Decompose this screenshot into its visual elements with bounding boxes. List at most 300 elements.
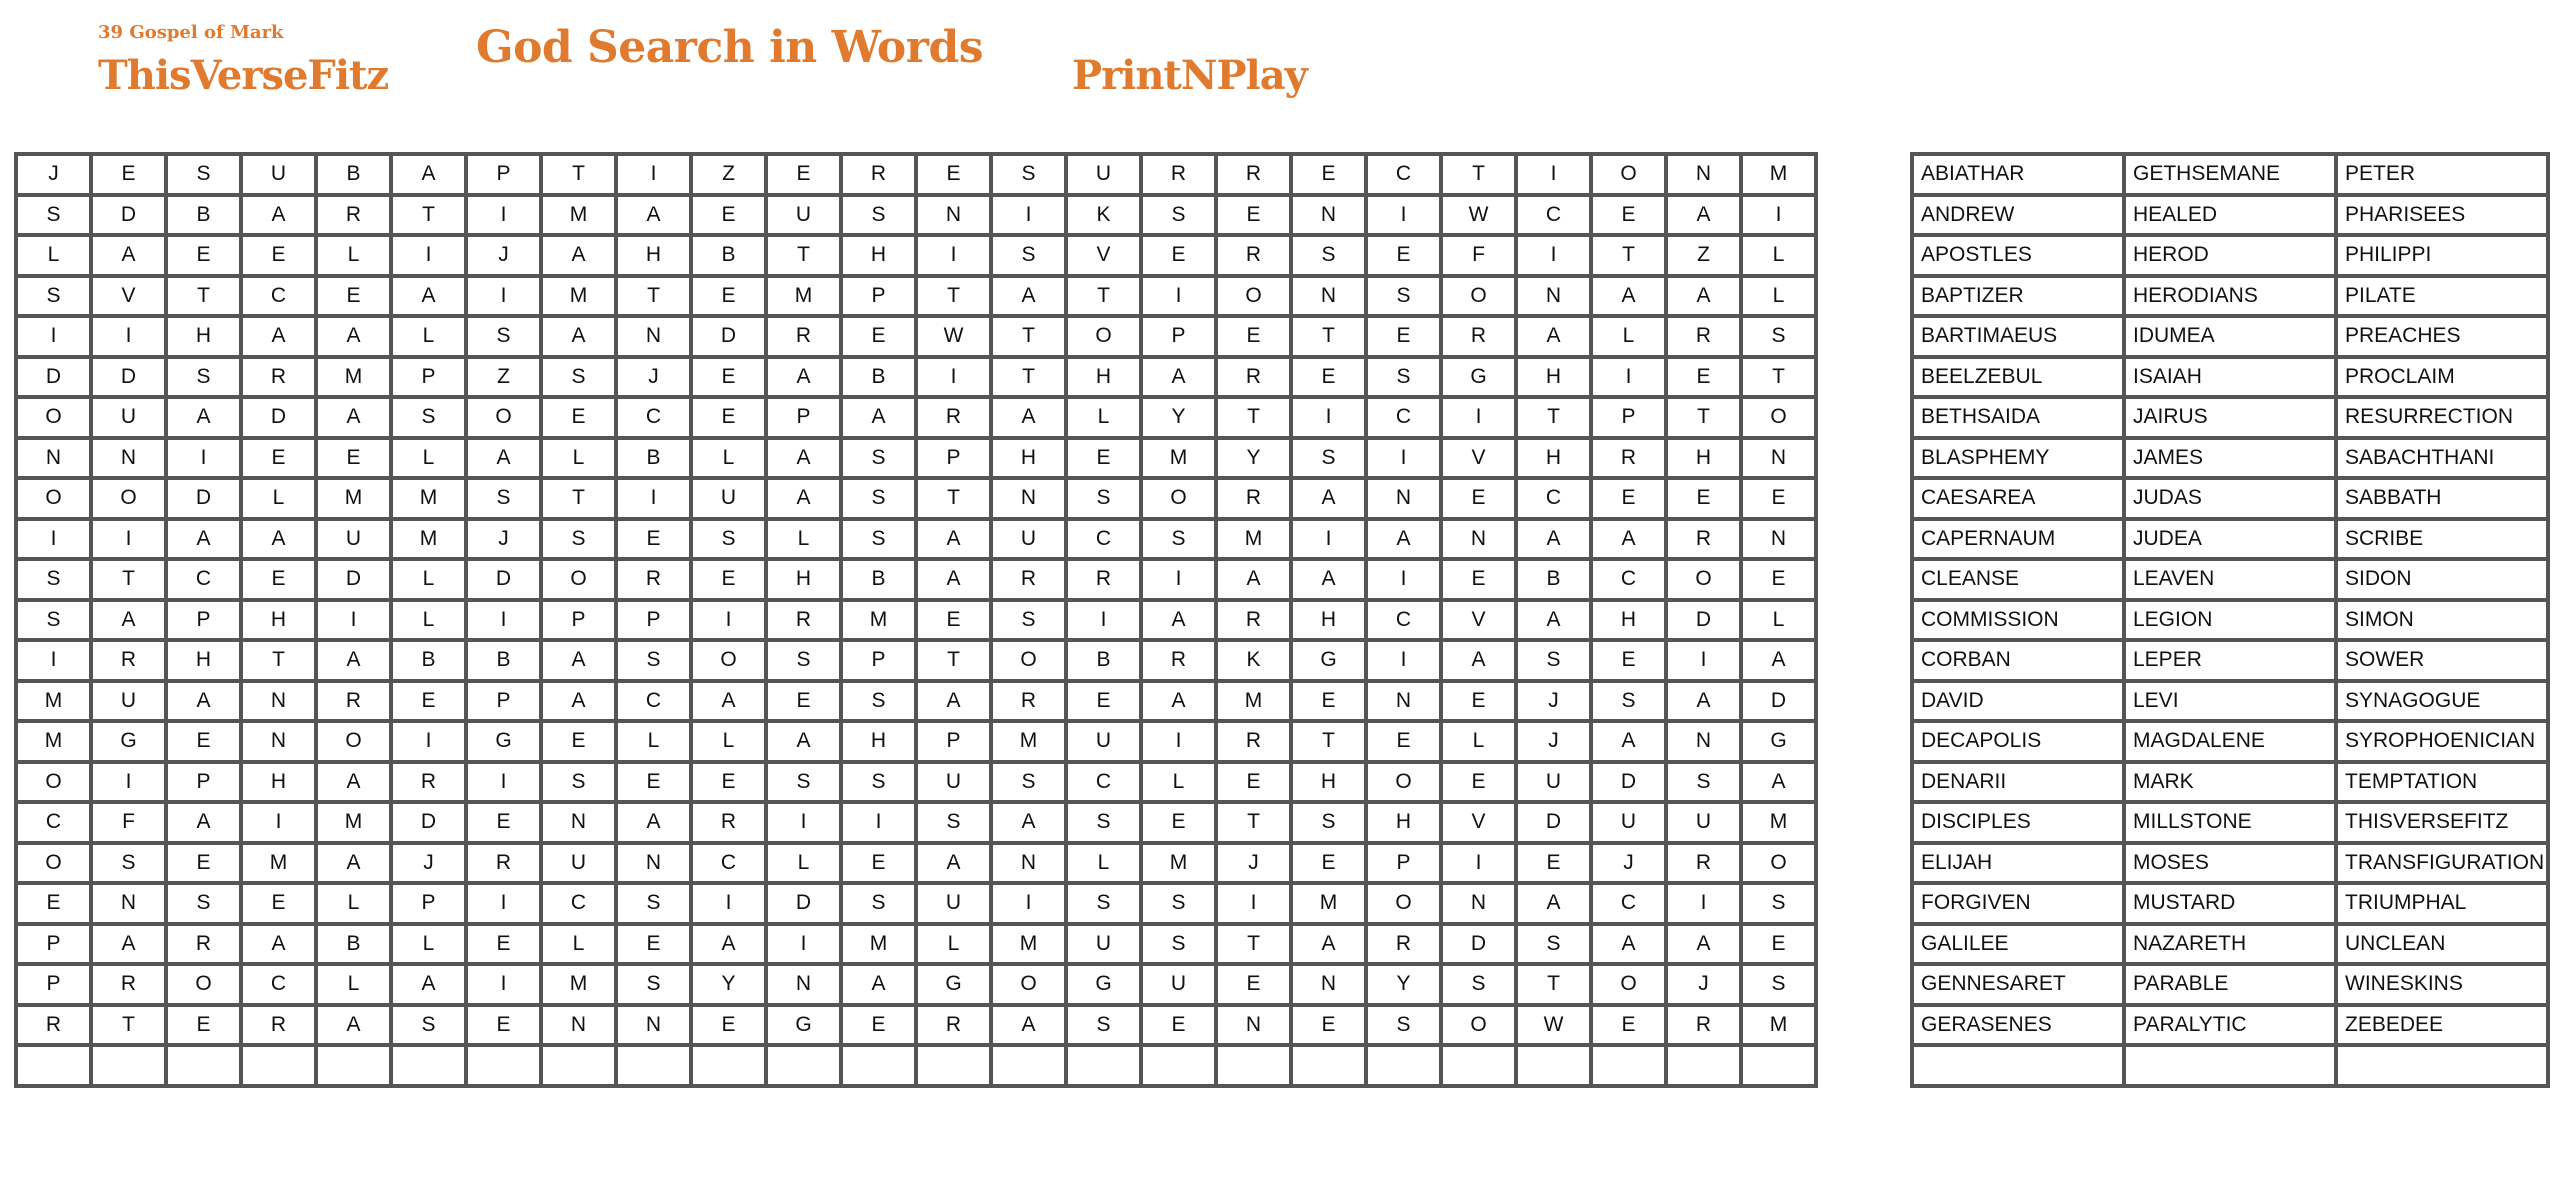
grid-cell: T <box>916 640 991 681</box>
grid-cell: S <box>91 843 166 884</box>
grid-cell: L <box>391 600 466 641</box>
grid-cell: N <box>1441 519 1516 560</box>
grid-cell: T <box>1216 802 1291 843</box>
grid-cell: S <box>1741 964 1816 1005</box>
grid-cell: T <box>1516 397 1591 438</box>
grid-cell: H <box>1516 357 1591 398</box>
word-cell: ABIATHAR <box>1912 154 2124 195</box>
grid-cell: R <box>1441 316 1516 357</box>
grid-cell: I <box>16 316 91 357</box>
grid-row <box>16 195 1816 236</box>
grid-cell: S <box>841 762 916 803</box>
grid-cell: C <box>616 397 691 438</box>
grid-cell: Y <box>1216 438 1291 479</box>
grid-cell: A <box>91 600 166 641</box>
grid-cell: M <box>991 721 1066 762</box>
grid-cell: A <box>1666 195 1741 236</box>
grid-cell: H <box>1591 600 1666 641</box>
grid-cell: I <box>1291 519 1366 560</box>
grid-cell <box>391 1045 466 1086</box>
grid-cell: R <box>916 1005 991 1046</box>
grid-cell: E <box>616 519 691 560</box>
grid-row <box>16 883 1816 924</box>
grid-cell: S <box>1666 762 1741 803</box>
grid-cell: O <box>1741 397 1816 438</box>
grid-cell: N <box>541 1005 616 1046</box>
grid-cell: S <box>766 762 841 803</box>
grid-cell: T <box>1441 154 1516 195</box>
grid-cell: I <box>16 519 91 560</box>
grid-cell: E <box>1216 964 1291 1005</box>
grid-cell: P <box>1141 316 1216 357</box>
grid-cell: P <box>766 397 841 438</box>
grid-cell <box>466 1045 541 1086</box>
word-cell: DISCIPLES <box>1912 802 2124 843</box>
grid-cell: N <box>916 195 991 236</box>
grid-cell <box>541 1045 616 1086</box>
grid-cell: N <box>616 1005 691 1046</box>
grid-cell: I <box>1366 559 1441 600</box>
grid-cell <box>16 1045 91 1086</box>
grid-cell: S <box>991 154 1066 195</box>
grid-cell: E <box>1516 843 1591 884</box>
grid-cell: L <box>391 316 466 357</box>
grid-cell: S <box>16 600 91 641</box>
grid-cell: E <box>1141 235 1216 276</box>
grid-cell: A <box>1216 559 1291 600</box>
grid-cell: A <box>766 478 841 519</box>
grid-cell: O <box>1141 478 1216 519</box>
grid-cell: V <box>1066 235 1141 276</box>
word-cell: THISVERSEFITZ <box>2336 802 2548 843</box>
grid-cell: R <box>1216 357 1291 398</box>
grid-cell: Y <box>1366 964 1441 1005</box>
word-cell: SIMON <box>2336 600 2548 641</box>
grid-cell: N <box>1366 478 1441 519</box>
grid-cell: N <box>1741 519 1816 560</box>
grid-cell: E <box>691 762 766 803</box>
grid-cell <box>1516 1045 1591 1086</box>
grid-cell: D <box>16 357 91 398</box>
grid-cell: A <box>391 964 466 1005</box>
grid-cell: E <box>1591 478 1666 519</box>
grid-cell: L <box>1741 600 1816 641</box>
grid-cell: N <box>241 721 316 762</box>
grid-cell: J <box>391 843 466 884</box>
grid-row <box>16 681 1816 722</box>
word-cell: APOSTLES <box>1912 235 2124 276</box>
grid-cell: O <box>1216 276 1291 317</box>
grid-cell: E <box>691 1005 766 1046</box>
grid-cell: I <box>391 235 466 276</box>
grid-cell: D <box>766 883 841 924</box>
grid-cell: R <box>1216 235 1291 276</box>
grid-cell: T <box>541 478 616 519</box>
word-cell <box>2124 1045 2336 1086</box>
grid-cell: R <box>91 640 166 681</box>
grid-cell: I <box>316 600 391 641</box>
grid-cell: E <box>916 154 991 195</box>
grid-cell: E <box>841 1005 916 1046</box>
word-cell: ISAIAH <box>2124 357 2336 398</box>
grid-cell: M <box>991 924 1066 965</box>
grid-cell: E <box>1441 762 1516 803</box>
puzzle-subtitle: 39 Gospel of Mark <box>98 22 284 43</box>
grid-cell: L <box>391 559 466 600</box>
word-cell: BLASPHEMY <box>1912 438 2124 479</box>
grid-cell: A <box>1591 519 1666 560</box>
grid-cell: M <box>541 195 616 236</box>
grid-cell: O <box>991 640 1066 681</box>
grid-cell: S <box>1066 1005 1141 1046</box>
grid-cell <box>766 1045 841 1086</box>
grid-cell: E <box>841 316 916 357</box>
grid-cell: R <box>316 681 391 722</box>
grid-cell: A <box>766 357 841 398</box>
grid-row <box>16 357 1816 398</box>
grid-cell: C <box>241 276 316 317</box>
grid-cell: T <box>991 357 1066 398</box>
grid-cell: K <box>1066 195 1141 236</box>
grid-cell: I <box>691 600 766 641</box>
word-row <box>1912 559 2548 600</box>
grid-cell: M <box>316 802 391 843</box>
grid-cell: S <box>991 235 1066 276</box>
grid-cell: T <box>1066 276 1141 317</box>
grid-cell: R <box>241 357 316 398</box>
word-cell: HEROD <box>2124 235 2336 276</box>
grid-cell: L <box>916 924 991 965</box>
grid-cell: B <box>466 640 541 681</box>
grid-cell: A <box>1591 924 1666 965</box>
grid-cell: O <box>991 964 1066 1005</box>
word-cell: PHARISEES <box>2336 195 2548 236</box>
grid-cell: I <box>991 883 1066 924</box>
grid-cell: N <box>91 438 166 479</box>
grid-cell: M <box>316 357 391 398</box>
grid-cell <box>316 1045 391 1086</box>
grid-cell: O <box>1366 762 1441 803</box>
word-row <box>1912 1045 2548 1086</box>
grid-cell: R <box>1216 721 1291 762</box>
grid-cell: N <box>1666 721 1741 762</box>
grid-cell: R <box>1666 519 1741 560</box>
grid-cell: P <box>466 681 541 722</box>
grid-cell: L <box>691 438 766 479</box>
grid-cell: A <box>1516 600 1591 641</box>
word-cell: ZEBEDEE <box>2336 1005 2548 1046</box>
grid-cell: M <box>841 600 916 641</box>
grid-cell: N <box>1441 883 1516 924</box>
word-cell <box>2336 1045 2548 1086</box>
grid-cell: I <box>1666 640 1741 681</box>
grid-cell: C <box>691 843 766 884</box>
grid-cell: U <box>541 843 616 884</box>
grid-cell: A <box>841 397 916 438</box>
grid-cell: T <box>391 195 466 236</box>
grid-cell: E <box>466 1005 541 1046</box>
grid-cell: R <box>1666 843 1741 884</box>
grid-row <box>16 276 1816 317</box>
grid-cell: A <box>991 1005 1066 1046</box>
grid-cell: E <box>91 154 166 195</box>
grid-cell: C <box>1366 154 1441 195</box>
grid-cell: S <box>841 883 916 924</box>
grid-cell: G <box>1291 640 1366 681</box>
grid-cell: B <box>616 438 691 479</box>
word-row <box>1912 316 2548 357</box>
grid-cell: G <box>466 721 541 762</box>
grid-cell: M <box>1141 438 1216 479</box>
grid-cell: A <box>916 843 991 884</box>
grid-cell: C <box>616 681 691 722</box>
grid-cell: S <box>541 357 616 398</box>
grid-cell: S <box>1291 802 1366 843</box>
brand-title: ThisVerseFitz <box>98 52 389 99</box>
word-list <box>1910 152 2550 1088</box>
grid-cell: S <box>1141 195 1216 236</box>
grid-cell: S <box>841 438 916 479</box>
grid-cell: D <box>1441 924 1516 965</box>
grid-cell: L <box>541 438 616 479</box>
grid-cell: U <box>991 519 1066 560</box>
grid-cell: I <box>1366 438 1441 479</box>
grid-cell: B <box>166 195 241 236</box>
word-cell: CORBAN <box>1912 640 2124 681</box>
grid-cell: W <box>1441 195 1516 236</box>
grid-cell: O <box>316 721 391 762</box>
grid-cell: I <box>391 721 466 762</box>
grid-cell: R <box>1066 559 1141 600</box>
word-cell <box>1912 1045 2124 1086</box>
grid-cell: E <box>466 924 541 965</box>
grid-cell: P <box>616 600 691 641</box>
grid-cell: H <box>241 762 316 803</box>
grid-cell: P <box>16 964 91 1005</box>
grid-cell: E <box>1441 478 1516 519</box>
grid-cell: B <box>316 154 391 195</box>
grid-row <box>16 924 1816 965</box>
grid-cell: U <box>916 883 991 924</box>
word-row <box>1912 357 2548 398</box>
grid-row <box>16 721 1816 762</box>
grid-cell: P <box>1591 397 1666 438</box>
grid-cell <box>1141 1045 1216 1086</box>
grid-cell: T <box>91 559 166 600</box>
grid-cell: C <box>1366 600 1441 641</box>
grid-cell: E <box>1666 357 1741 398</box>
word-row <box>1912 397 2548 438</box>
grid-cell: E <box>1591 1005 1666 1046</box>
grid-cell: S <box>1141 924 1216 965</box>
grid-cell: E <box>1366 721 1441 762</box>
grid-cell: P <box>1366 843 1441 884</box>
grid-cell: R <box>991 681 1066 722</box>
grid-cell: C <box>1066 519 1141 560</box>
grid-cell: E <box>616 762 691 803</box>
word-cell: BETHSAIDA <box>1912 397 2124 438</box>
grid-cell: M <box>1216 519 1291 560</box>
word-row <box>1912 681 2548 722</box>
grid-cell: E <box>241 235 316 276</box>
grid-cell: R <box>1141 154 1216 195</box>
grid-cell: P <box>841 276 916 317</box>
grid-cell: A <box>316 397 391 438</box>
grid-cell: C <box>1591 883 1666 924</box>
grid-cell: I <box>1591 357 1666 398</box>
grid-cell: S <box>841 195 916 236</box>
grid-cell: L <box>316 235 391 276</box>
word-cell: CLEANSE <box>1912 559 2124 600</box>
grid-cell: M <box>16 721 91 762</box>
word-cell: CAPERNAUM <box>1912 519 2124 560</box>
grid-cell: A <box>166 681 241 722</box>
grid-cell: N <box>1291 195 1366 236</box>
grid-cell: U <box>1066 721 1141 762</box>
grid-cell: M <box>1291 883 1366 924</box>
grid-cell: A <box>541 235 616 276</box>
grid-cell: O <box>16 762 91 803</box>
grid-cell: L <box>1066 397 1141 438</box>
grid-cell: E <box>1291 154 1366 195</box>
grid-cell: I <box>466 276 541 317</box>
grid-cell: D <box>241 397 316 438</box>
grid-cell: S <box>466 478 541 519</box>
grid-cell: U <box>241 154 316 195</box>
word-cell: SYROPHOENICIAN <box>2336 721 2548 762</box>
grid-cell: O <box>691 640 766 681</box>
grid-cell: H <box>841 235 916 276</box>
word-cell: MOSES <box>2124 843 2336 884</box>
grid-cell: T <box>1291 316 1366 357</box>
word-cell: HEALED <box>2124 195 2336 236</box>
grid-cell: N <box>541 802 616 843</box>
grid-row <box>16 843 1816 884</box>
grid-cell: S <box>991 762 1066 803</box>
grid-cell <box>691 1045 766 1086</box>
grid-cell: H <box>991 438 1066 479</box>
grid-cell: T <box>541 154 616 195</box>
grid-cell: Z <box>1666 235 1741 276</box>
grid-cell: S <box>1516 640 1591 681</box>
grid-cell: R <box>841 154 916 195</box>
grid-cell: N <box>616 843 691 884</box>
word-row <box>1912 1005 2548 1046</box>
grid-cell: N <box>1516 276 1591 317</box>
grid-cell: S <box>616 964 691 1005</box>
word-cell: MAGDALENE <box>2124 721 2336 762</box>
grid-cell: M <box>241 843 316 884</box>
grid-cell: D <box>1666 600 1741 641</box>
grid-cell: I <box>241 802 316 843</box>
grid-cell: H <box>841 721 916 762</box>
word-cell: SCRIBE <box>2336 519 2548 560</box>
grid-cell: A <box>1666 681 1741 722</box>
grid-cell: L <box>541 924 616 965</box>
grid-cell: L <box>616 721 691 762</box>
grid-cell: C <box>241 964 316 1005</box>
grid-cell: E <box>241 883 316 924</box>
grid-cell: A <box>316 640 391 681</box>
grid-cell: A <box>691 681 766 722</box>
word-cell: NAZARETH <box>2124 924 2336 965</box>
grid-cell: W <box>1516 1005 1591 1046</box>
grid-cell: A <box>1666 276 1741 317</box>
grid-cell: L <box>16 235 91 276</box>
grid-cell: I <box>1516 154 1591 195</box>
grid-cell: N <box>91 883 166 924</box>
word-cell: GENNESARET <box>1912 964 2124 1005</box>
grid-cell: B <box>1066 640 1141 681</box>
grid-cell: I <box>166 438 241 479</box>
grid-cell: A <box>241 519 316 560</box>
word-cell: HERODIANS <box>2124 276 2336 317</box>
grid-cell: J <box>466 235 541 276</box>
grid-cell <box>91 1045 166 1086</box>
grid-cell: S <box>1441 964 1516 1005</box>
grid-cell: I <box>16 640 91 681</box>
grid-cell <box>1591 1045 1666 1086</box>
grid-cell: E <box>1216 195 1291 236</box>
grid-cell <box>1216 1045 1291 1086</box>
grid-cell: I <box>991 195 1066 236</box>
grid-cell: P <box>541 600 616 641</box>
word-cell: BARTIMAEUS <box>1912 316 2124 357</box>
word-cell: MARK <box>2124 762 2336 803</box>
grid-cell: A <box>391 154 466 195</box>
grid-cell <box>1291 1045 1366 1086</box>
grid-cell: I <box>841 802 916 843</box>
word-cell: FORGIVEN <box>1912 883 2124 924</box>
word-cell: SIDON <box>2336 559 2548 600</box>
grid-cell: O <box>541 559 616 600</box>
grid-cell: A <box>1291 478 1366 519</box>
grid-cell: O <box>1741 843 1816 884</box>
word-row <box>1912 640 2548 681</box>
grid-cell: S <box>1516 924 1591 965</box>
grid-cell: D <box>166 478 241 519</box>
grid-row <box>16 802 1816 843</box>
grid-cell: C <box>1591 559 1666 600</box>
word-row <box>1912 478 2548 519</box>
grid-cell: T <box>241 640 316 681</box>
grid-cell: P <box>391 883 466 924</box>
grid-cell: S <box>166 883 241 924</box>
grid-cell: I <box>1066 600 1141 641</box>
grid-cell: N <box>1741 438 1816 479</box>
grid-cell: I <box>1366 195 1441 236</box>
grid-cell: O <box>1441 276 1516 317</box>
grid-cell: E <box>241 559 316 600</box>
grid-cell: E <box>391 681 466 722</box>
grid-cell: I <box>1516 235 1591 276</box>
grid-cell: O <box>1591 154 1666 195</box>
grid-cell: M <box>316 478 391 519</box>
word-cell: SOWER <box>2336 640 2548 681</box>
grid-cell: N <box>1291 964 1366 1005</box>
grid-cell: J <box>1666 964 1741 1005</box>
grid-cell: Y <box>1141 397 1216 438</box>
grid-cell: E <box>841 843 916 884</box>
grid-cell: S <box>1066 802 1141 843</box>
grid-cell: A <box>91 924 166 965</box>
grid-cell: I <box>1441 397 1516 438</box>
word-cell: LEVI <box>2124 681 2336 722</box>
grid-cell: S <box>1141 519 1216 560</box>
grid-cell: T <box>1516 964 1591 1005</box>
word-row <box>1912 843 2548 884</box>
grid-cell: I <box>466 883 541 924</box>
